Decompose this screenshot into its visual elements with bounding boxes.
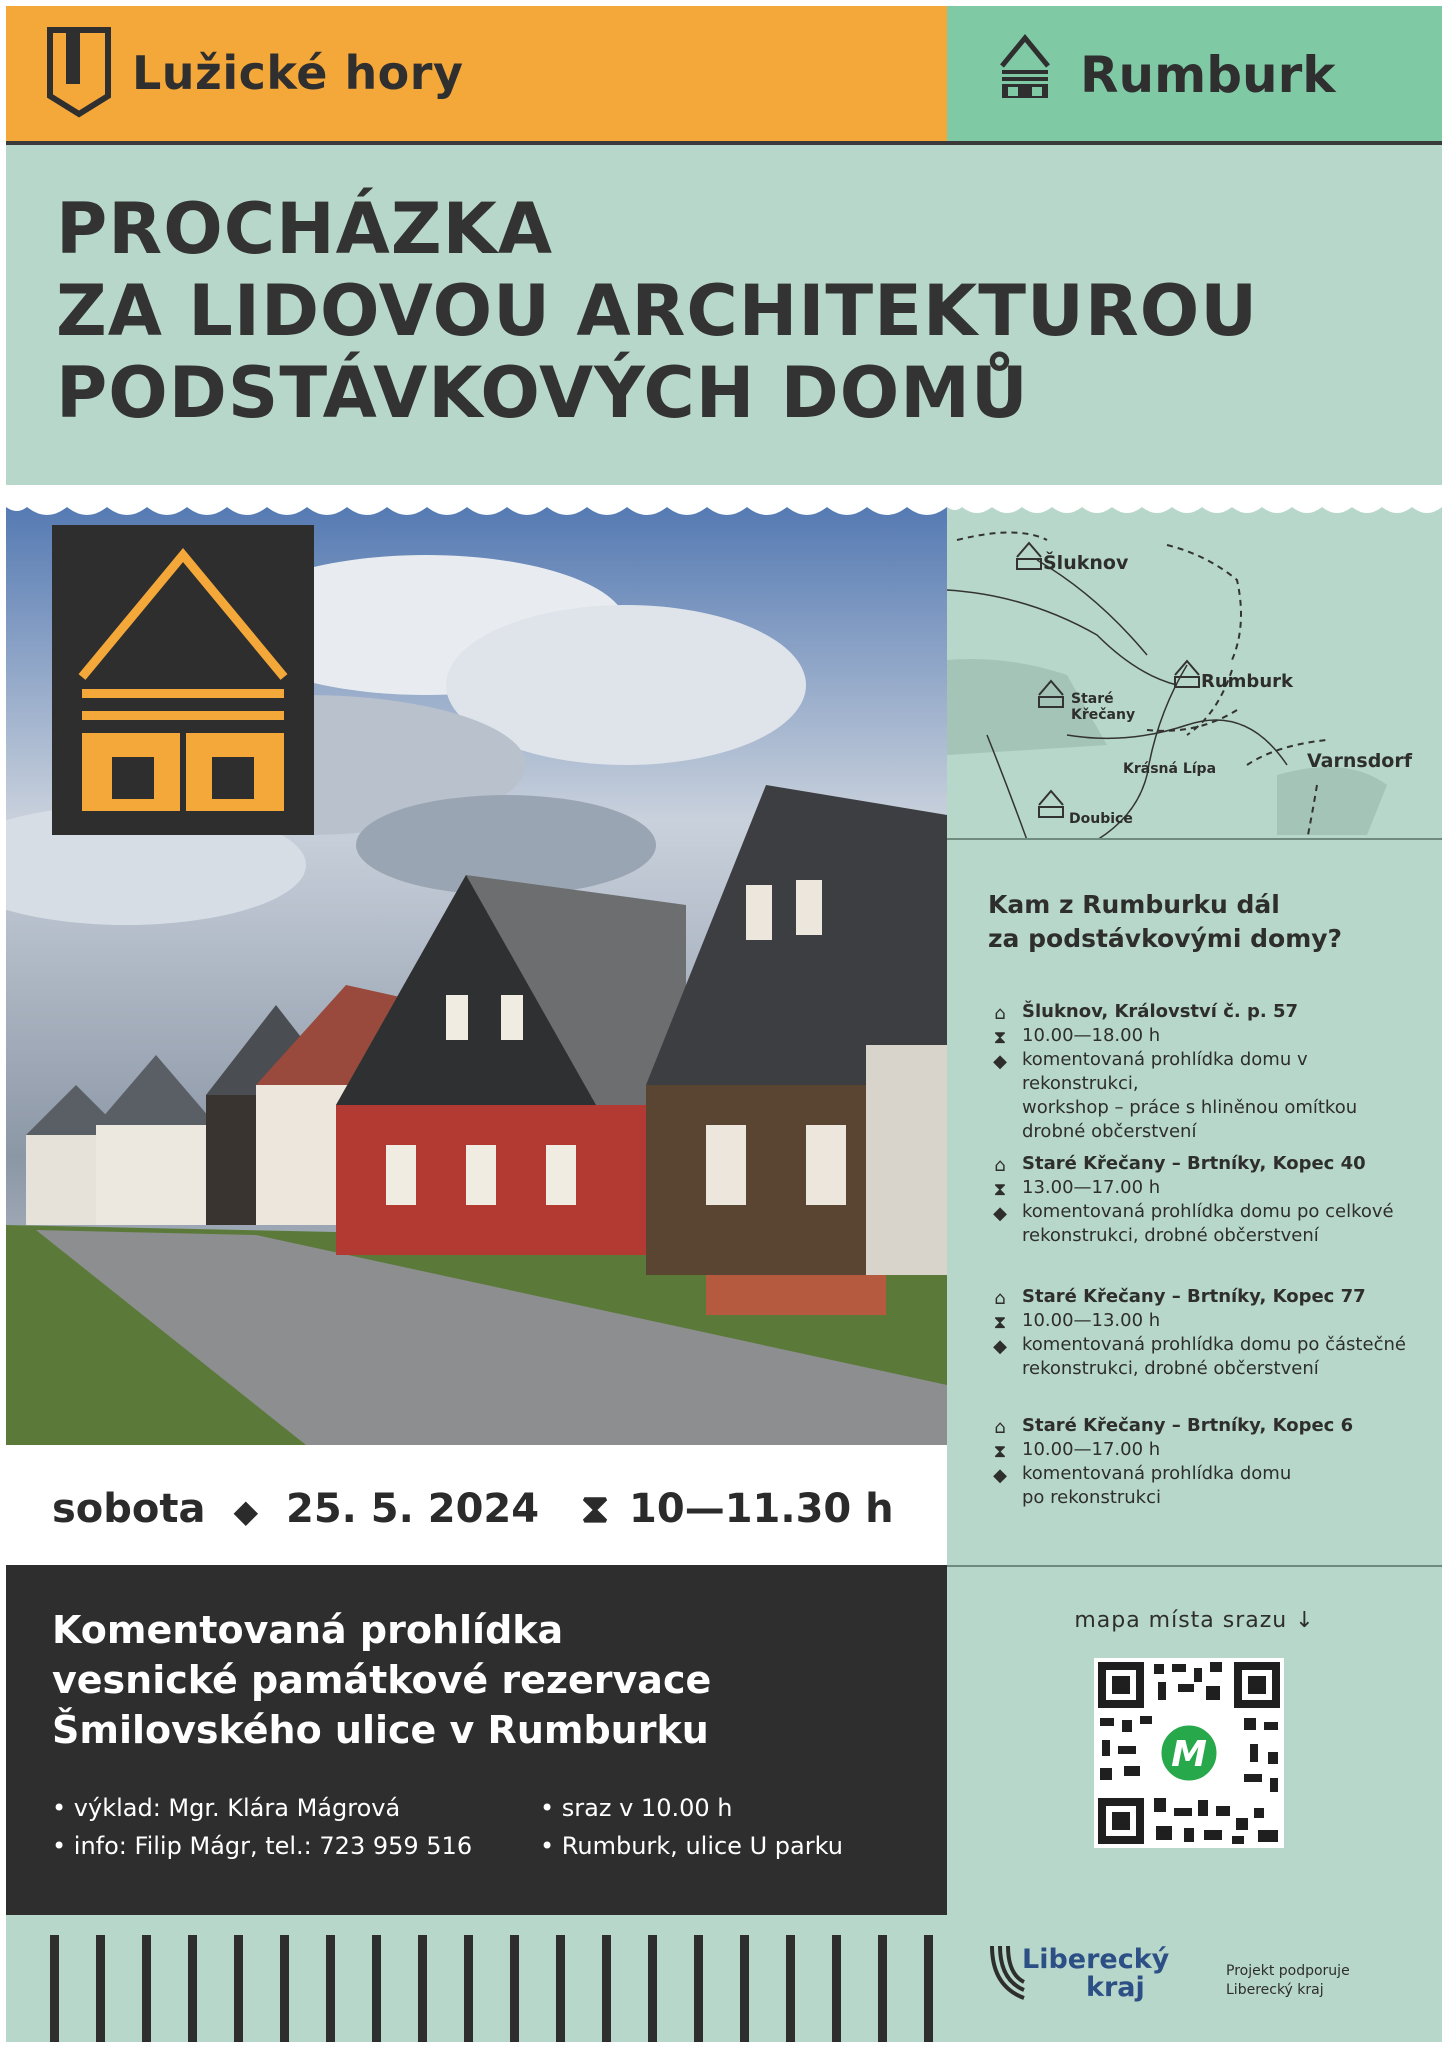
title-line-1: PROCHÁZKA <box>56 188 554 270</box>
sidebar-heading: Kam z Rumburku dál za podstávkovými domy? <box>988 890 1343 953</box>
map-label-stare: Staré <box>1071 691 1114 707</box>
hourglass-icon: ⧗ <box>993 1441 1007 1462</box>
sidebar-divider-qr <box>947 1565 1442 1567</box>
event-time: 10—11.30 h <box>629 1486 894 1532</box>
folk-house-emblem-icon <box>52 525 314 839</box>
shield-logo-icon <box>46 26 112 122</box>
town-name: Rumburk <box>1080 46 1336 104</box>
support-note: Projekt podporuje Liberecký kraj <box>1226 1963 1350 1998</box>
diamond-icon: ◆ <box>993 1051 1007 1072</box>
brand-name: Lužické hory <box>132 46 464 100</box>
house-icon: ⌂ <box>994 1288 1006 1309</box>
footer-stripes <box>6 1915 947 2042</box>
qr-caption: mapa místa srazu ↓ <box>1074 1608 1315 1633</box>
bullet-info: • info: Filip Mágr, tel.: 723 959 516 <box>52 1832 473 1860</box>
bullet-meeting-time: • sraz v 10.00 h <box>540 1794 733 1822</box>
event-date-line <box>52 1486 894 1532</box>
diamond-icon: ◆ <box>993 1203 1007 1224</box>
house-icon: ⌂ <box>994 1417 1006 1438</box>
map-label-krasna-lipa: Krásná Lípa <box>1123 761 1217 777</box>
map-label-doubice: Doubice <box>1069 811 1133 827</box>
hourglass-icon: ⧗ <box>993 1027 1007 1048</box>
hourglass-icon: ⧗ <box>993 1312 1007 1333</box>
qr-badge-letter: M <box>1171 1734 1207 1775</box>
house-icon: ⌂ <box>994 1155 1006 1176</box>
qr-code[interactable] <box>1094 1658 1284 1852</box>
region-map <box>947 485 1442 840</box>
location-kopec-6: ⌂ Staré Křečany – Brtníky, Kopec 6 ⧗ 10.00—17.00 h ◆ komentovaná prohlídka domu po rekonstrukci <box>988 1414 1428 1510</box>
liberecky-kraj-wordmark: Liberecký kraj <box>1022 1944 1170 2003</box>
map-label-varnsdorf: Varnsdorf <box>1307 750 1412 772</box>
map-label-krecany: Křečany <box>1071 707 1136 723</box>
title-line-2: ZA LIDOVOU ARCHITEKTUROU <box>56 270 1259 352</box>
house-icon <box>996 30 1054 104</box>
event-date: 25. 5. 2024 <box>286 1486 540 1532</box>
event-day: sobota <box>52 1486 206 1532</box>
hourglass-icon: ⧗ <box>581 1486 610 1532</box>
location-kopec-77: ⌂ Staré Křečany – Brtníky, Kopec 77 ⧗ 10.00—13.00 h ◆ komentovaná prohlídka domu po částečné rekonstrukci, drobné občerstvení <box>988 1285 1428 1381</box>
diamond-icon: ◆ <box>233 1492 259 1530</box>
hourglass-icon: ⧗ <box>993 1179 1007 1200</box>
diamond-icon: ◆ <box>993 1336 1007 1357</box>
sidebar-divider-map <box>947 838 1442 840</box>
details-title: Komentovaná prohlídka vesnické památkové rezervace Šmilovského ulice v Rumburku <box>52 1608 712 1752</box>
location-sluknov: ⌂ Šluknov, Království č. p. 57 ⧗ 10.00—18.00 h ◆ komentovaná prohlídka domu v rekonstrukci, workshop – práce s hliněnou omítkou drobné občerstvení <box>988 1000 1428 1144</box>
bullet-guide: • výklad: Mgr. Klára Mágrová <box>52 1794 401 1822</box>
bullet-meeting-place: • Rumburk, ulice U parku <box>540 1832 843 1860</box>
diamond-icon: ◆ <box>993 1465 1007 1486</box>
title-line-3: PODSTÁVKOVÝCH DOMŮ <box>56 352 1029 434</box>
location-kopec-40: ⌂ Staré Křečany – Brtníky, Kopec 40 ⧗ 13.00—17.00 h ◆ komentovaná prohlídka domu po celkové rekonstrukci, drobné občerstvení <box>988 1152 1428 1248</box>
map-label-sluknov: Šluknov <box>1043 552 1129 574</box>
house-icon: ⌂ <box>994 1003 1006 1024</box>
map-label-rumburk: Rumburk <box>1201 671 1293 692</box>
